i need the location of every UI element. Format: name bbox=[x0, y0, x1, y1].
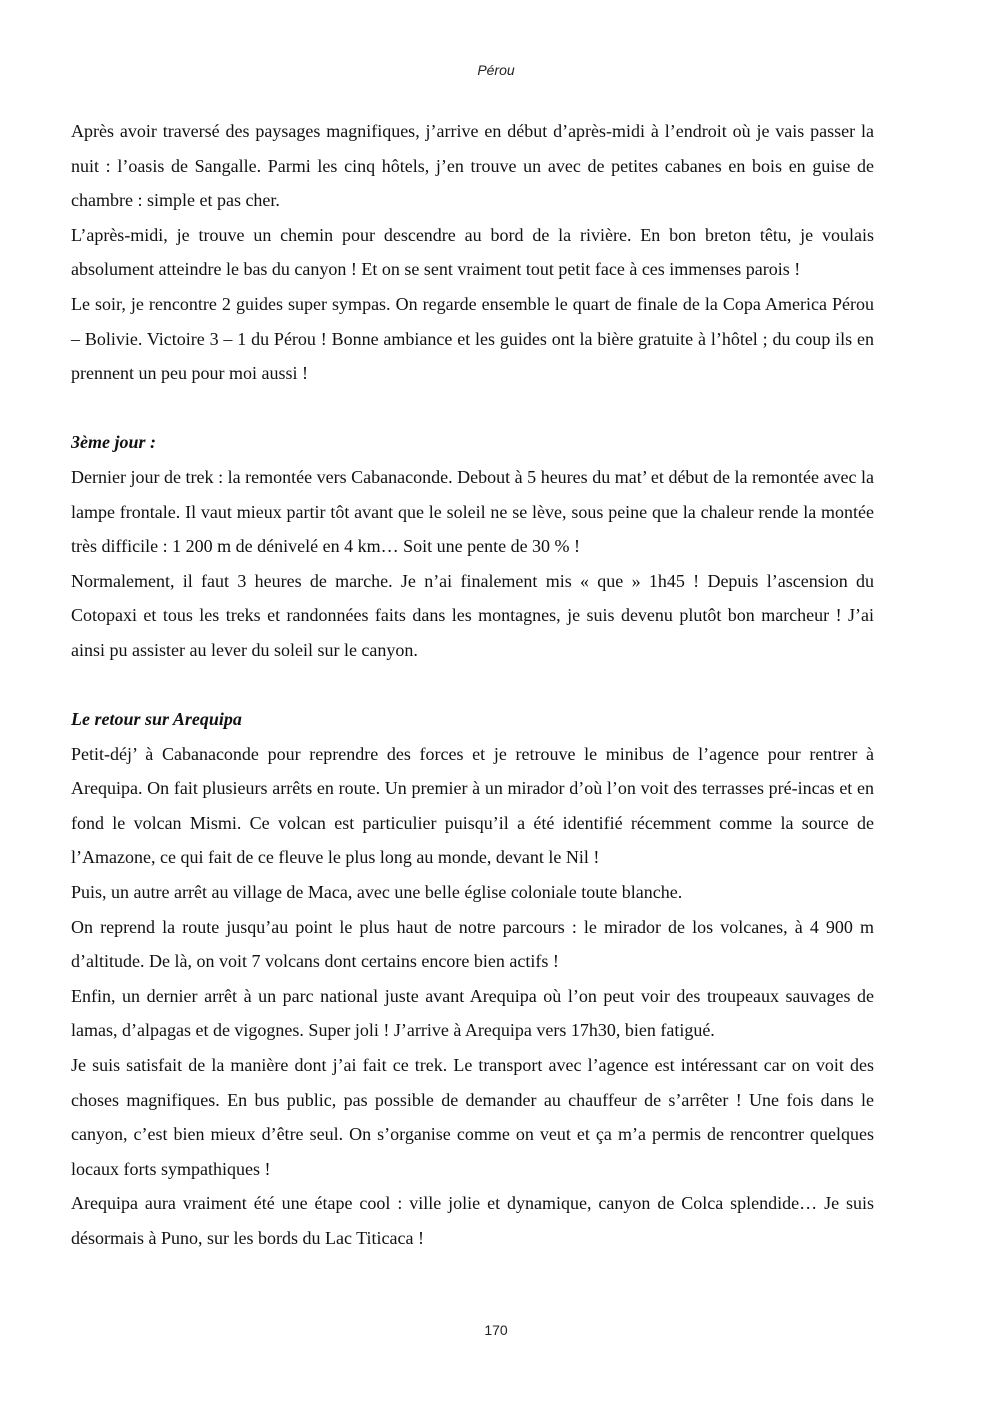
page-body bbox=[71, 114, 874, 1256]
page-number: 170 bbox=[484, 1322, 508, 1338]
paragraph: Je suis satisfait de la manière dont j’ai fait ce trek. Le transport avec l’agence est intéressant car on voit des choses magnifiques. En bus public, pas possible de demander au chauffeur de s’arrêter ! Une fois dans le canyon, c’est bien mieux d’être seul. On s’organise comme on veut et ça m’a permis de rencontrer quelques locaux forts sympathiques ! bbox=[71, 1055, 874, 1179]
paragraph: Après avoir traversé des paysages magnifiques, j’arrive en début d’après-midi à l’endroit où je vais passer la nuit : l’oasis de Sangalle. Parmi les cinq hôtels, j’en trouve un avec de petites cabanes en bois en guise de chambre : simple et pas cher. bbox=[71, 121, 874, 211]
page-header: Pérou bbox=[477, 62, 515, 78]
paragraph: Normalement, il faut 3 heures de marche. Je n’ai finalement mis « que » 1h45 ! Depuis l’ascension du Cotopaxi et tous les treks et randonnées faits dans les montagnes, je suis devenu plutôt bon marcheur ! J’ai ainsi pu assister au lever du soleil sur le canyon. bbox=[71, 570, 874, 660]
paragraph: Puis, un autre arrêt au village de Maca, avec une belle église coloniale toute blanche. bbox=[71, 882, 683, 903]
paragraph: Dernier jour de trek : la remontée vers Cabanaconde. Debout à 5 heures du mat’ et début de la remontée avec la lampe frontale. Il vaut mieux partir tôt avant que le soleil ne se lève, sous peine que la chaleur rende la montée très difficile : 1 200 m de dénivelé en 4 km… Soit une pente de 30 % ! bbox=[71, 466, 874, 557]
paragraph: Petit-déj’ à Cabanaconde pour reprendre des forces et je retrouve le minibus de l’agence pour rentrer à Arequipa. On fait plusieurs arrêts en route. Un premier à un mirador d’où l’on voit des terrasses pré-incas et en fond le volcan Mismi. Ce volcan est particulier puisqu’il a été identifié récemment comme la source de l’Amazone, ce qui fait de ce fleuve le plus long au monde, devant le Nil ! bbox=[71, 743, 874, 868]
section-heading-return: Le retour sur Arequipa bbox=[71, 709, 242, 730]
spacer bbox=[71, 391, 874, 426]
section-heading-day3: 3ème jour : bbox=[71, 432, 156, 453]
spacer bbox=[71, 668, 874, 703]
paragraph: Le soir, je rencontre 2 guides super sympas. On regarde ensemble le quart de finale de la Copa America Pérou – Bolivie. Victoire 3 – 1 du Pérou ! Bonne ambiance et les guides ont la bière gratuite à l’hôtel ; du coup ils en prennent un peu pour moi aussi ! bbox=[71, 293, 874, 384]
paragraph: L’après-midi, je trouve un chemin pour descendre au bord de la rivière. En bon breton têtu, je voulais absolument atteindre le bas du canyon ! Et on se sent vraiment tout petit face à ces immenses parois ! bbox=[71, 224, 874, 280]
paragraph: Arequipa aura vraiment été une étape cool : ville jolie et dynamique, canyon de Colca splendide… Je suis désormais à Puno, sur les bords du Lac Titicaca ! bbox=[71, 1193, 874, 1248]
paragraph: On reprend la route jusqu’au point le plus haut de notre parcours : le mirador de los volcanes, à 4 900 m d’altitude. De là, on voit 7 volcans dont certains encore bien actifs ! bbox=[71, 916, 874, 972]
paragraph: Enfin, un dernier arrêt à un parc national juste avant Arequipa où l’on peut voir des troupeaux sauvages de lamas, d’alpagas et de vigognes. Super joli ! J’arrive à Arequipa vers 17h30, bien fatigué. bbox=[71, 985, 874, 1041]
